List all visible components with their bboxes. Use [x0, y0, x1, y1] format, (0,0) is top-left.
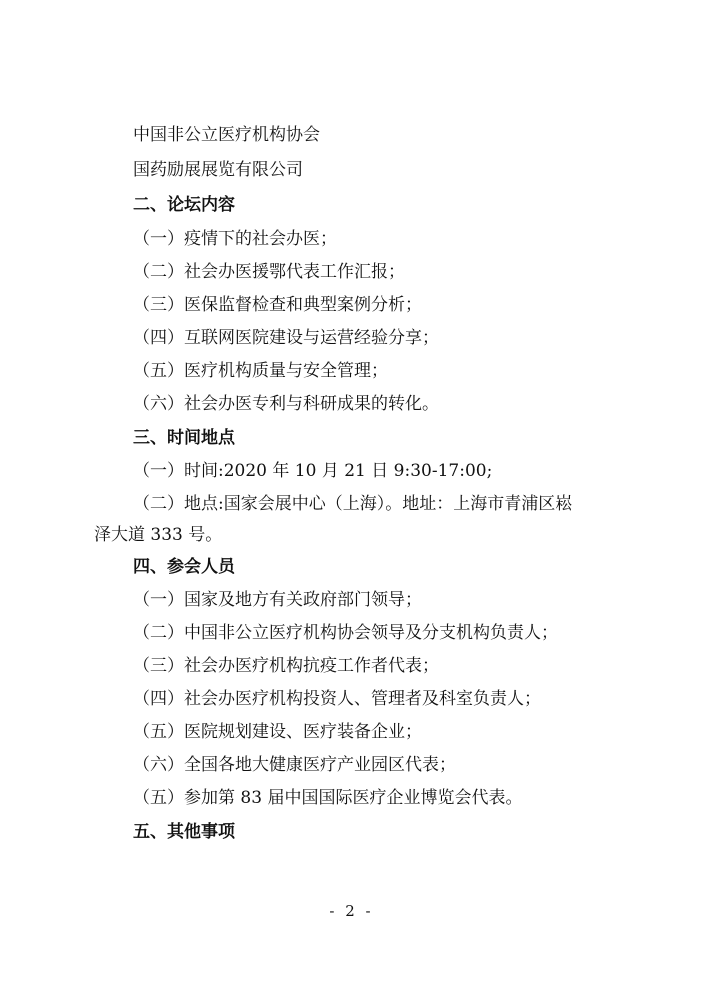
place-item-continued: 泽大道 333 号。 [94, 525, 223, 545]
list-item: （六）社会办医专利与科研成果的转化。 [133, 394, 439, 414]
organizer-1: 中国非公立医疗机构协会 [133, 125, 320, 145]
list-item: （二）中国非公立医疗机构协会领导及分支机构负责人； [133, 623, 558, 643]
list-item: （四）社会办医疗机构投资人、管理者及科室负责人； [133, 689, 541, 709]
section-4-heading: 四、参会人员 [133, 557, 235, 577]
page-number: - 2 - [329, 902, 374, 920]
section-5-heading: 五、其他事项 [133, 822, 235, 842]
list-item: （四）互联网医院建设与运营经验分享； [133, 328, 439, 348]
list-item: （一）国家及地方有关政府部门领导； [133, 590, 422, 610]
list-item: （六）全国各地大健康医疗产业园区代表； [133, 755, 456, 775]
time-item: （一）时间:2020 年 10 月 21 日 9:30-17:00; [133, 461, 493, 481]
place-item: （二）地点:国家会展中心（上海）。地址：上海市青浦区崧 [133, 494, 573, 514]
list-item: （二）社会办医援鄂代表工作汇报； [133, 262, 405, 282]
section-3-heading: 三、时间地点 [133, 428, 235, 448]
list-item: （五）医疗机构质量与安全管理； [133, 361, 388, 381]
organizer-2: 国药励展展览有限公司 [133, 160, 303, 180]
list-item: （一）疫情下的社会办医； [133, 229, 337, 249]
list-item: （五）参加第 83 届中国国际医疗企业博览会代表。 [133, 788, 523, 808]
list-item: （三）社会办医疗机构抗疫工作者代表； [133, 656, 439, 676]
section-2-heading: 二、论坛内容 [133, 195, 235, 215]
list-item: （五）医院规划建设、医疗装备企业； [133, 722, 422, 742]
list-item: （三）医保监督检查和典型案例分析； [133, 295, 422, 315]
